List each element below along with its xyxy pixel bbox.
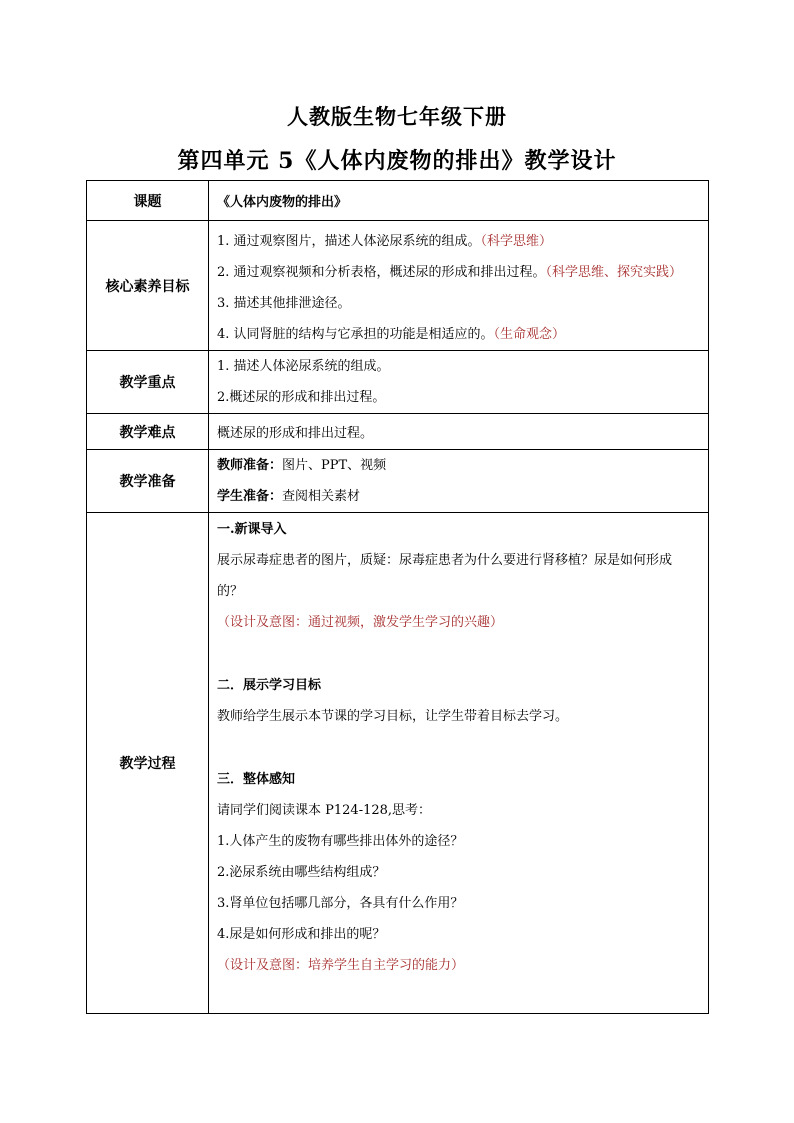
value-process	[209, 513, 709, 1014]
section-1-note: （设计及意图：通过视频，激发学生学习的兴趣）	[217, 615, 504, 630]
label-difficulties: 教学难点	[87, 414, 209, 450]
value-goals	[209, 221, 709, 351]
label-key-points: 教学重点	[87, 351, 209, 414]
label-preparation: 教学准备	[87, 450, 209, 513]
section-1-title: 一.新课导入	[217, 522, 287, 537]
goal-item-1: 1. 通过观察图片，描述人体泌尿系统的组成。（科学思维）	[217, 234, 553, 249]
section-3-note: （设计及意图：培养学生自主学习的能力）	[217, 958, 465, 973]
section-2-line-1: 教师给学生展示本节课的学习目标，让学生带着目标去学习。	[217, 709, 569, 724]
value-difficulties: 概述尿的形成和排出过程。	[209, 414, 709, 450]
key-point-2: 2.概述尿的形成和排出过程。	[217, 390, 386, 405]
document-subtitle: 第四单元 5《人体内废物的排出》教学设计	[177, 148, 617, 174]
section-2-title: 二．展示学习目标	[217, 678, 322, 693]
section-3-question-3: 3.肾单位包括哪几部分，各具有什么作用？	[217, 896, 464, 911]
row-difficulties	[87, 414, 709, 450]
row-process	[87, 513, 709, 1014]
section-3-question-1: 1.人体产生的废物有哪些排出体外的途径？	[217, 834, 464, 849]
row-preparation	[87, 450, 709, 513]
label-process: 教学过程	[87, 513, 209, 1014]
section-3-question-4: 4.尿是如何形成和排出的呢？	[217, 927, 386, 942]
goal-item-3: 3. 描述其他排泄途径。	[217, 296, 351, 311]
label-goals: 核心素养目标	[87, 221, 209, 351]
lesson-plan-table	[86, 180, 709, 1014]
row-key-points	[87, 351, 709, 414]
teacher-prep: 教师准备：图片、PPT、视频	[217, 458, 387, 473]
section-1-line-2: 的？	[217, 584, 244, 599]
row-goals	[87, 221, 709, 351]
value-key-points	[209, 351, 709, 414]
value-preparation	[209, 450, 709, 513]
row-topic	[87, 181, 709, 221]
section-3-title: 三．整体感知	[217, 772, 296, 787]
document-title: 人教版生物七年级下册	[287, 104, 507, 129]
goal-item-2: 2. 通过观察视频和分析表格，概述尿的形成和排出过程。（科学思维、探究实践）	[217, 265, 683, 280]
section-3-intro: 请同学们阅读课本 P124-128,思考：	[217, 803, 432, 818]
section-3-question-2: 2.泌尿系统由哪些结构组成？	[217, 865, 386, 880]
value-topic: 《人体内废物的排出》	[209, 181, 709, 221]
key-point-1: 1. 描述人体泌尿系统的组成。	[217, 359, 390, 374]
goal-item-4: 4. 认同肾脏的结构与它承担的功能是相适应的。（生命观念）	[217, 327, 566, 342]
student-prep: 学生准备：查阅相关素材	[217, 489, 361, 504]
label-topic: 课题	[87, 181, 209, 221]
section-1-line-1: 展示尿毒症患者的图片，质疑：尿毒症患者为什么要进行肾移植？尿是如何形成	[217, 553, 673, 568]
